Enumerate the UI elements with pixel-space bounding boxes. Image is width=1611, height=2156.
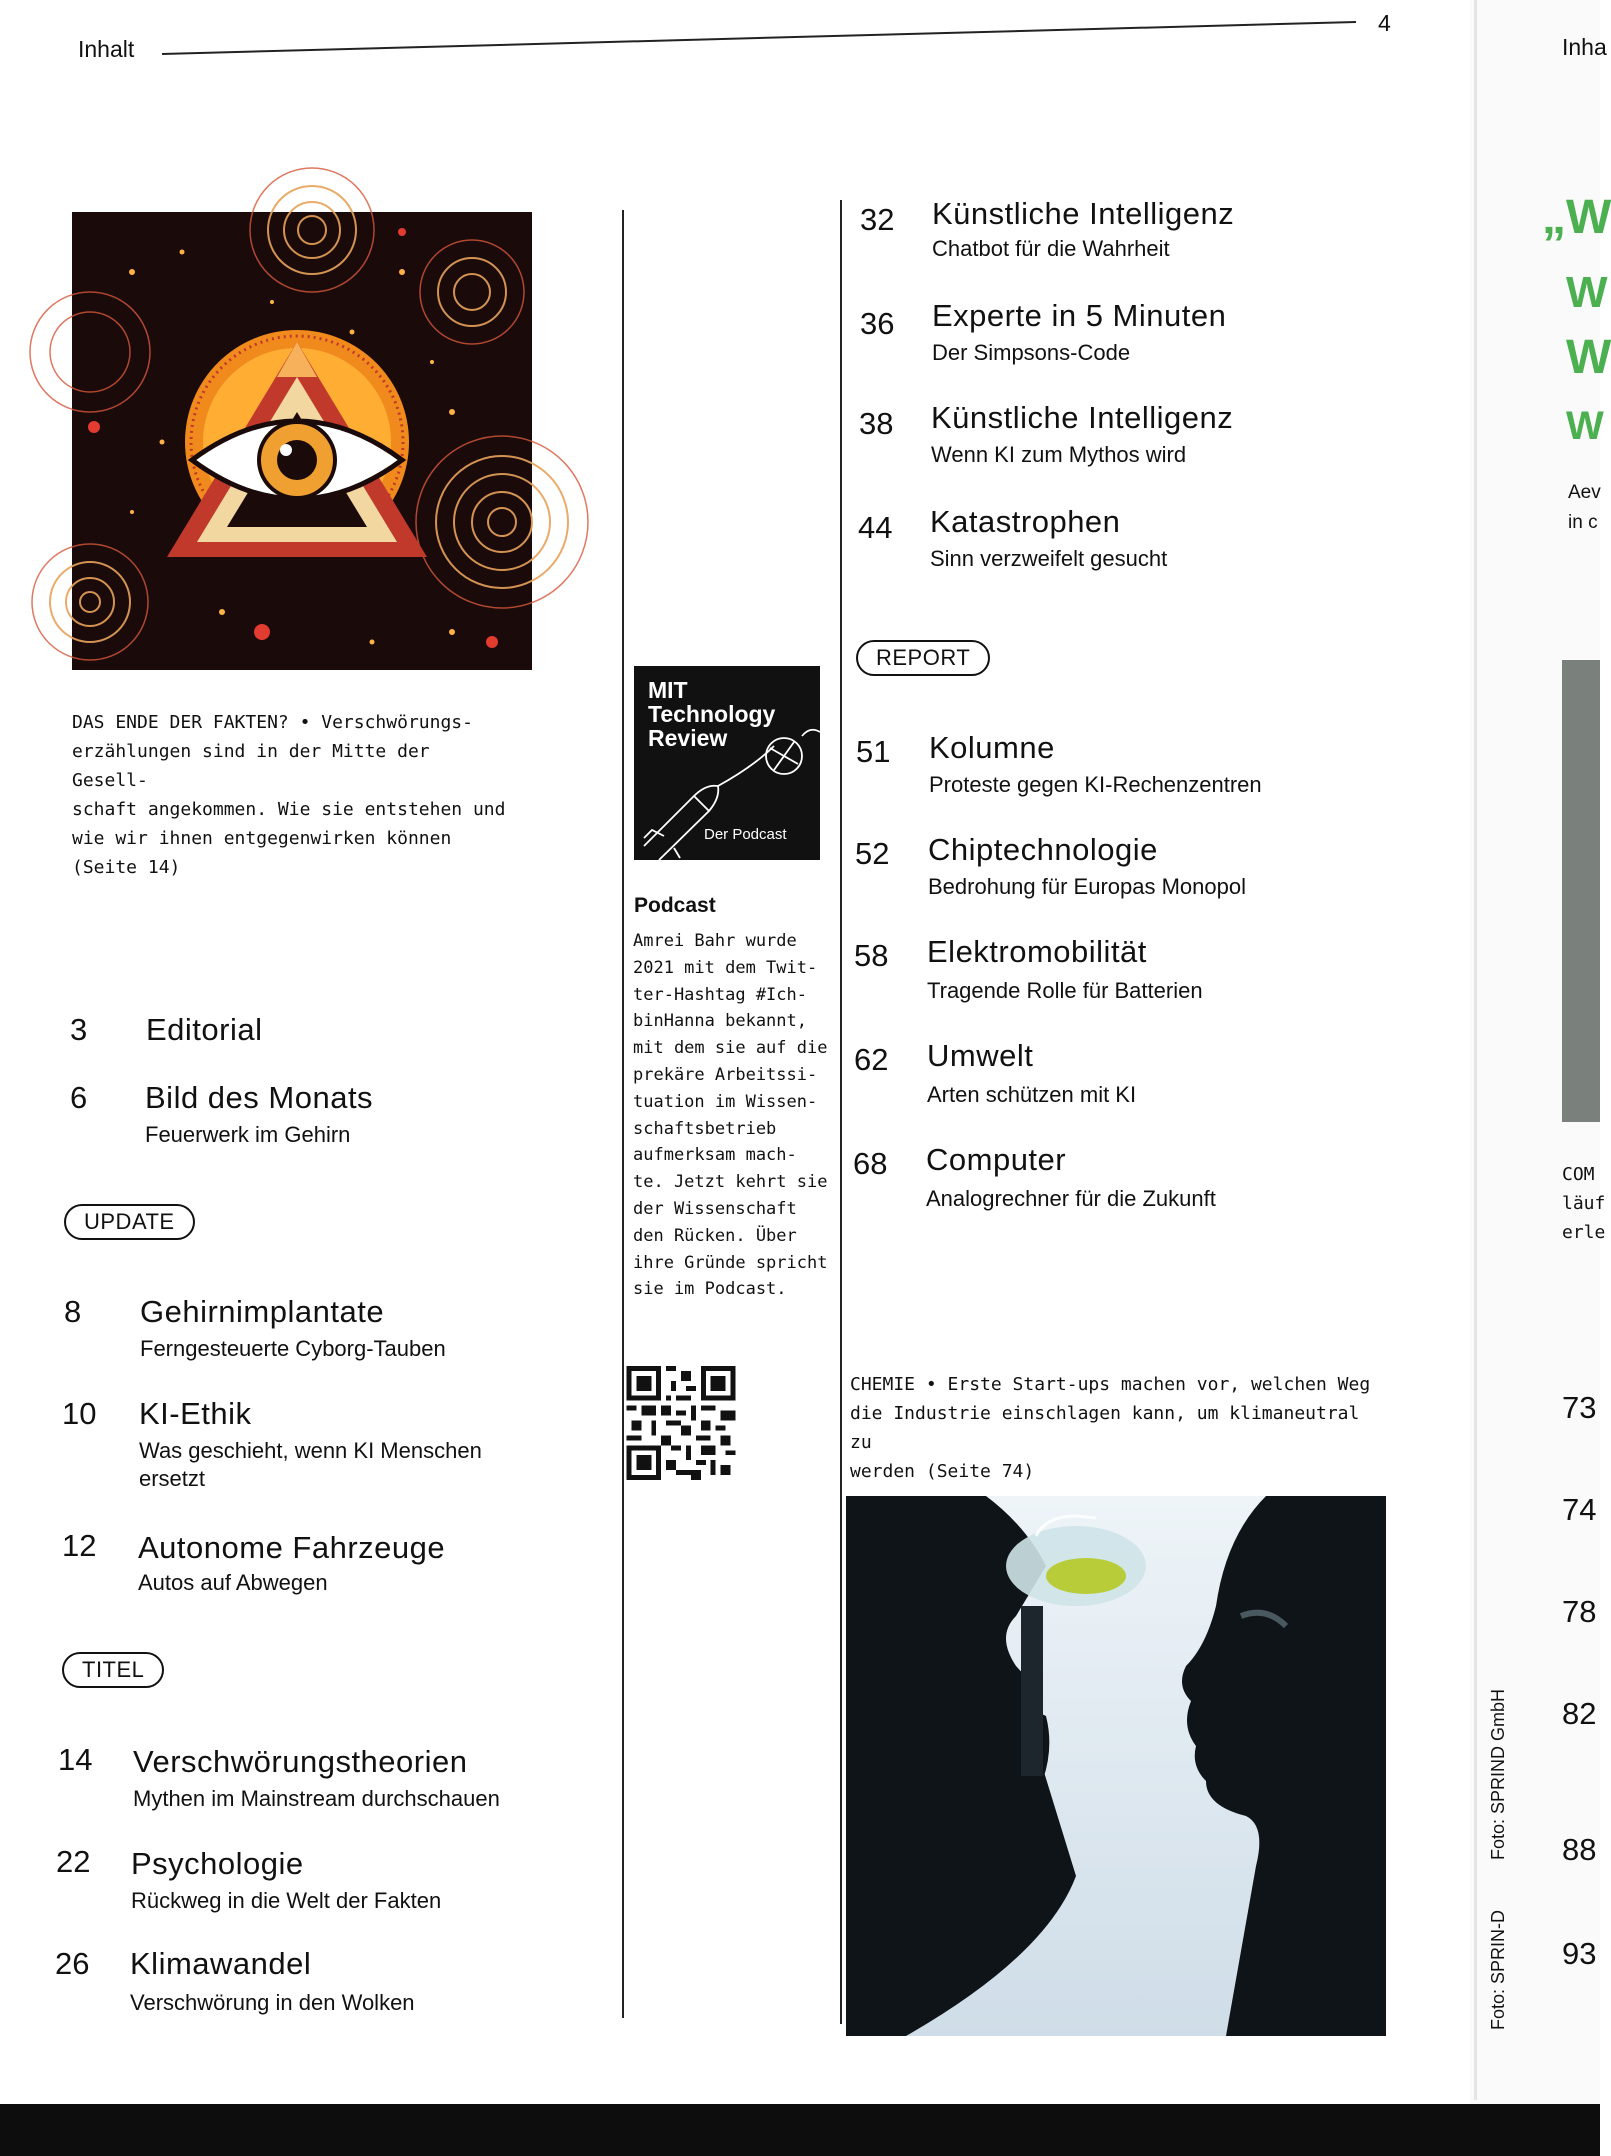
toc-page-number: 38 bbox=[859, 406, 894, 441]
toc-page-number: 26 bbox=[55, 1946, 90, 1981]
next-page-caption-line: läuf bbox=[1562, 1193, 1606, 1214]
podcast-line: den Rücken. Über bbox=[633, 1225, 797, 1246]
toc-entry-subtitle: Proteste gegen KI-Rechenzentren bbox=[929, 772, 1262, 797]
toc-page-number: 62 bbox=[854, 1042, 889, 1077]
caption-line: CHEMIE • Erste Start-ups machen vor, welchen Weg bbox=[850, 1374, 1371, 1395]
toc-entry-title[interactable]: Verschwörungstheorien bbox=[133, 1744, 468, 1779]
caption-line: schaft angekommen. Wie sie entstehen und bbox=[72, 799, 506, 820]
toc-entry-title[interactable]: Bild des Monats bbox=[145, 1080, 374, 1115]
toc-page-number: 32 bbox=[860, 202, 895, 237]
toc-entry-title[interactable]: KI-Ethik bbox=[139, 1396, 252, 1431]
toc-entry-title[interactable]: Psychologie bbox=[131, 1846, 304, 1881]
next-page-section-label: Inha bbox=[1562, 34, 1607, 60]
next-page-number: 78 bbox=[1562, 1594, 1597, 1629]
next-page-quote: „W bbox=[1542, 191, 1611, 244]
podcast-heading: Podcast bbox=[634, 894, 716, 917]
caption-line: wie wir ihnen entgegenwirken können bbox=[72, 828, 452, 849]
column-divider bbox=[622, 210, 624, 2018]
toc-page-number: 22 bbox=[56, 1844, 91, 1879]
toc-page-number: 8 bbox=[64, 1294, 82, 1329]
toc-entry-subtitle: Rückweg in die Welt der Fakten bbox=[131, 1888, 442, 1913]
toc-page-number: 51 bbox=[856, 734, 891, 769]
toc-entry-title[interactable]: Computer bbox=[926, 1142, 1067, 1177]
podcast-line: der Wissenschaft bbox=[633, 1198, 797, 1219]
podcast-line: Amrei Bahr wurde bbox=[633, 931, 797, 951]
next-page-number: 73 bbox=[1562, 1390, 1597, 1425]
toc-entry-title[interactable]: Editorial bbox=[146, 1012, 263, 1047]
toc-entry-title[interactable]: Gehirnimplantate bbox=[140, 1294, 385, 1329]
page-gutter bbox=[1474, 0, 1477, 2100]
toc-entry-subtitle: Bedrohung für Europas Monopol bbox=[928, 874, 1246, 899]
podcast-line: aufmerksam mach- bbox=[633, 1145, 797, 1166]
toc-entry-subtitle: Der Simpsons-Code bbox=[932, 340, 1131, 365]
caption-line: erzählungen sind in der Mitte der Gesell- bbox=[72, 741, 430, 791]
toc-entry-title[interactable]: Chiptechnologie bbox=[928, 832, 1158, 867]
next-page-number: 93 bbox=[1562, 1936, 1597, 1971]
podcast-line: tuation im Wissen- bbox=[633, 1091, 818, 1112]
next-page-text-line: in c bbox=[1568, 512, 1598, 533]
toc-entry-subtitle: Wenn KI zum Mythos wird bbox=[931, 442, 1187, 467]
toc-entry-title[interactable]: Elektromobilität bbox=[927, 934, 1147, 969]
next-page-text-line: Aev bbox=[1568, 482, 1601, 503]
toc-entry-subtitle: Ferngesteuerte Cyborg-Tauben bbox=[140, 1336, 446, 1361]
podcast-logo-line: Technology bbox=[648, 701, 776, 727]
toc-entry-subtitle: Was geschieht, wenn KI Menschen bbox=[139, 1438, 482, 1463]
caption-line: DAS ENDE DER FAKTEN? • Verschwörungs- bbox=[72, 712, 473, 733]
podcast-line: 2021 mit dem Twit- bbox=[633, 957, 818, 978]
toc-entry-title[interactable]: Künstliche Intelligenz bbox=[932, 196, 1235, 231]
next-page-caption-line: erle bbox=[1562, 1222, 1606, 1243]
next-page-number: 74 bbox=[1562, 1492, 1597, 1527]
section-pill-titel: TITEL bbox=[62, 1652, 164, 1688]
next-page-quote: W bbox=[1566, 404, 1604, 448]
toc-entry-subtitle: Chatbot für die Wahrheit bbox=[932, 236, 1170, 261]
toc-page-number: 52 bbox=[855, 836, 890, 871]
toc-entry-subtitle: Sinn verzweifelt gesucht bbox=[930, 546, 1168, 571]
section-pill-report: REPORT bbox=[856, 640, 990, 676]
qr-code[interactable] bbox=[626, 1366, 736, 1480]
next-page-quote: W bbox=[1566, 331, 1611, 384]
page-number: 4 bbox=[1378, 10, 1391, 36]
toc-entry-subtitle: Autos auf Abwegen bbox=[138, 1570, 328, 1595]
next-page-caption-line: COM bbox=[1562, 1164, 1595, 1185]
toc-page-number: 3 bbox=[70, 1012, 88, 1047]
podcast-description bbox=[633, 928, 833, 1303]
toc-page-number: 44 bbox=[858, 510, 893, 545]
toc-entry-subtitle: Tragende Rolle für Batterien bbox=[927, 978, 1203, 1003]
toc-page-number: 68 bbox=[853, 1146, 888, 1181]
podcast-logo-line: MIT bbox=[648, 677, 688, 703]
chemistry-photo bbox=[846, 1496, 1386, 2036]
next-page-text bbox=[1568, 478, 1601, 538]
next-page-number: 88 bbox=[1562, 1832, 1597, 1867]
toc-entry-subtitle: Feuerwerk im Gehirn bbox=[145, 1122, 351, 1147]
podcast-line: mit dem sie auf die bbox=[633, 1038, 828, 1059]
toc-page-number: 12 bbox=[62, 1528, 97, 1563]
next-page-caption bbox=[1562, 1160, 1605, 1247]
caption-line: werden (Seite 74) bbox=[850, 1461, 1035, 1482]
toc-entry-title[interactable]: Kolumne bbox=[929, 730, 1055, 765]
toc-entry-subtitle: Analogrechner für die Zukunft bbox=[926, 1186, 1216, 1211]
toc-entry-title[interactable]: Katastrophen bbox=[930, 504, 1121, 539]
toc-page-number: 58 bbox=[854, 938, 889, 973]
chemistry-caption bbox=[850, 1370, 1390, 1486]
podcast-logo-tag: Der Podcast bbox=[704, 826, 787, 843]
podcast-logo[interactable] bbox=[634, 666, 820, 860]
toc-entry-title[interactable]: Künstliche Intelligenz bbox=[931, 400, 1234, 435]
toc-entry-subtitle: Arten schützen mit KI bbox=[927, 1082, 1137, 1107]
next-page-quote: W bbox=[1566, 268, 1608, 317]
scan-edge bbox=[0, 2104, 1600, 2156]
podcast-line: ter-Hashtag #Ich- bbox=[633, 984, 807, 1005]
podcast-line: ihre Gründe spricht bbox=[633, 1252, 828, 1273]
podcast-line: binHanna bekannt, bbox=[633, 1011, 807, 1032]
header-rule bbox=[160, 14, 1360, 64]
photo-credit: Foto: SPRIND GmbH bbox=[1488, 1688, 1508, 1860]
podcast-logo-line: Review bbox=[648, 725, 728, 751]
section-label: Inhalt bbox=[78, 36, 135, 62]
toc-page-number: 36 bbox=[860, 306, 895, 341]
toc-page-number: 6 bbox=[70, 1080, 88, 1115]
next-page-photo bbox=[1562, 660, 1600, 1122]
caption-line: (Seite 14) bbox=[72, 857, 181, 878]
cover-caption bbox=[72, 708, 512, 882]
podcast-line: prekäre Arbeitssi- bbox=[633, 1064, 818, 1085]
toc-entry-subtitle: ersetzt bbox=[139, 1466, 206, 1491]
next-page-number: 82 bbox=[1562, 1696, 1597, 1731]
toc-entry-subtitle: Verschwörung in den Wolken bbox=[130, 1990, 415, 2015]
toc-entry-title[interactable]: Umwelt bbox=[927, 1038, 1034, 1073]
toc-page-number: 10 bbox=[62, 1396, 97, 1431]
podcast-line: te. Jetzt kehrt sie bbox=[633, 1172, 828, 1193]
column-divider bbox=[840, 200, 842, 2024]
toc-page-number: 14 bbox=[58, 1742, 93, 1777]
cover-illustration bbox=[72, 212, 532, 670]
podcast-line: schaftsbetrieb bbox=[633, 1118, 777, 1139]
caption-line: die Industrie einschlagen kann, um klimaneutral zu bbox=[850, 1403, 1360, 1453]
toc-entry-title[interactable]: Experte in 5 Minuten bbox=[932, 298, 1227, 333]
podcast-line: sie im Podcast. bbox=[633, 1279, 787, 1300]
section-pill-update: UPDATE bbox=[64, 1204, 195, 1240]
toc-entry-title[interactable]: Autonome Fahrzeuge bbox=[138, 1530, 446, 1565]
toc-entry-title[interactable]: Klimawandel bbox=[130, 1946, 312, 1981]
toc-entry-subtitle: Mythen im Mainstream durchschauen bbox=[133, 1786, 500, 1811]
photo-credit: Foto: SPRIN-D bbox=[1488, 1909, 1508, 2030]
